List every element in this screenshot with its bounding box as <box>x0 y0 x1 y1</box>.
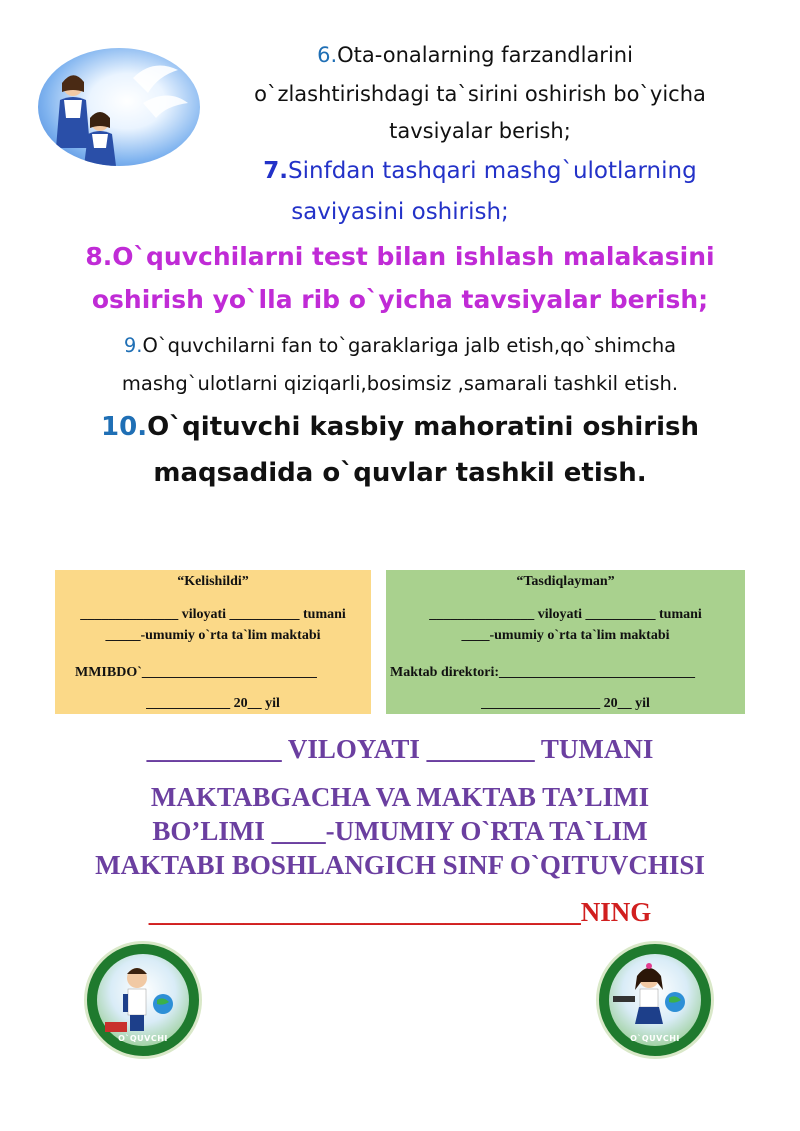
item-6-line-1 <box>300 40 650 70</box>
logo-right-caption: O`QUVCHI <box>630 1034 680 1043</box>
item-7-number: 7. <box>263 158 289 184</box>
approval-right-line-4: _________________ 20__ yil <box>481 696 650 711</box>
heading-line-2: MAKTABGACHA VA MAKTAB TA’LIMI <box>150 782 650 812</box>
item-10-line-1 <box>0 409 800 445</box>
logo-left <box>84 941 202 1059</box>
approval-right-line-1: _______________ viloyati __________ tumani <box>429 607 702 622</box>
item-9-text: O`quvchilarni fan to`garaklariga jalb etish,qo`shimcha <box>142 334 677 357</box>
approval-left-line-2: _____-umumiy o`rta ta`lim maktabi <box>105 628 321 643</box>
item-6-line-2: o`zlashtirishdagi ta`sirini oshirish bo`yicha <box>254 82 706 106</box>
item-7-line-1 <box>240 155 720 187</box>
item-6-text: Ota-onalarning farzandlarini <box>337 43 633 67</box>
item-6-line-3: tavsiyalar berish; <box>389 119 571 143</box>
region-district-line: __________ VILOYATI ________ TUMANI <box>146 734 654 764</box>
item-6-number: 6. <box>317 43 338 67</box>
ning-suffix: NING <box>580 897 652 927</box>
name-blank: ________________________________ <box>148 897 581 927</box>
approval-left-title: “Kelishildi” <box>177 574 249 589</box>
heading-line-3: BO’LIMI ____-UMUMIY O`RTA TA`LIM <box>152 816 648 846</box>
item-10-number: 10. <box>101 412 148 442</box>
item-10-text: O`qituvchi kasbiy mahoratini oshirish <box>147 412 699 442</box>
approval-left-line-3: MMIBDO`_________________________ <box>75 665 317 680</box>
approval-box-agreed <box>55 570 371 714</box>
approval-left-line-1: ______________ viloyati __________ tumani <box>80 607 346 622</box>
approval-right-line-3: Maktab direktori:____________________________ <box>390 665 696 680</box>
teacher-name-line <box>0 895 800 929</box>
item-7-text: Sinfdan tashqari mashg`ulotlarning <box>288 158 697 184</box>
logo-right <box>596 941 714 1059</box>
heading-line-4: MAKTABI BOSHLANGICH SINF O`QITUVCHISI <box>95 850 705 880</box>
approval-box-approved <box>386 570 745 714</box>
children-illustration-icon <box>38 48 200 166</box>
approval-right-title: “Tasdiqlayman” <box>516 574 615 589</box>
item-10-line-2: maqsadida o`quvlar tashkil etish. <box>153 458 647 488</box>
approval-left-line-4: ____________ 20__ yil <box>146 696 280 711</box>
item-8-line-2: oshirish yo`lla rib o`yicha tavsiyalar berish; <box>91 285 709 314</box>
logo-left-caption: O`QUVCHI <box>118 1034 168 1043</box>
approval-right-line-2: ____-umumiy o`rta ta`lim maktabi <box>461 628 670 643</box>
item-8-line-1: 8.O`quvchilarni test bilan ishlash malakasini <box>85 242 715 271</box>
children-photo <box>38 48 200 166</box>
item-9-line-2: mashg`ulotlarni qiziqarli,bosimsiz ,samarali tashkil etish. <box>121 372 679 395</box>
item-9-line-1 <box>0 332 800 360</box>
item-7-line-2: saviyasini oshirish; <box>291 199 509 225</box>
item-9-number: 9. <box>123 334 143 357</box>
